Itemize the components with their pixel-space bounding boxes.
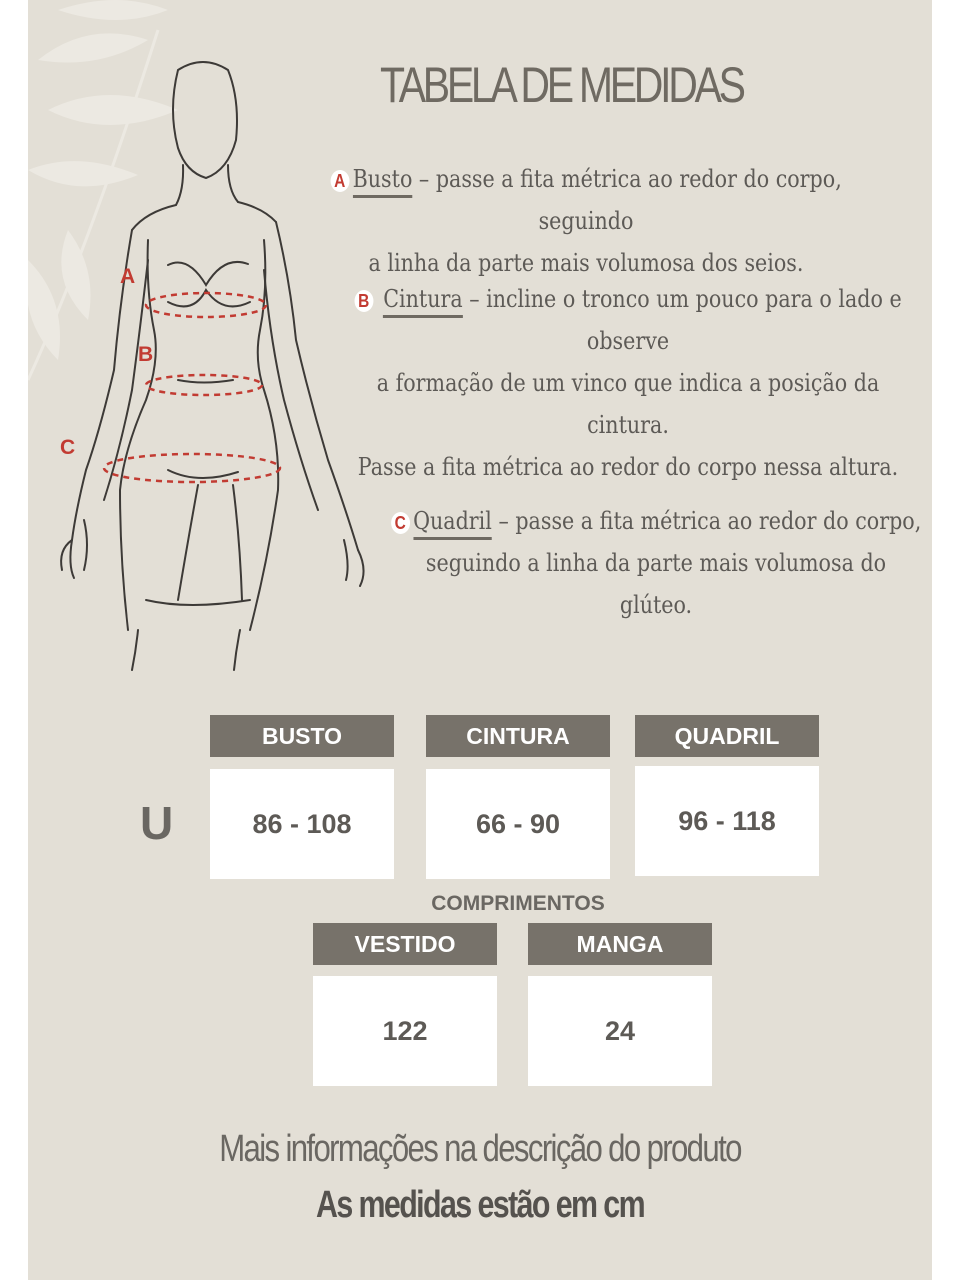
marker-a: A (330, 170, 349, 192)
value-quadril-text: 96 - 118 (678, 805, 776, 836)
quadril-text-1: – passe a fita métrica ao redor do corpo, (491, 507, 922, 535)
instruction-quadril-line1 (389, 500, 922, 542)
term-quadril: Quadril (413, 507, 492, 540)
instruction-busto (294, 158, 879, 284)
header-quadril: QUADRIL (635, 715, 819, 757)
header-vestido: VESTIDO (313, 923, 497, 965)
value-cintura (426, 769, 610, 879)
value-busto (210, 769, 394, 879)
instruction-quadril (389, 500, 922, 626)
figure-label-b: B (138, 343, 154, 366)
size-label: U (140, 797, 174, 849)
busto-text-1: – passe a fita métrica ao redor do corpo, seguindo (412, 165, 842, 235)
header-manga: MANGA (528, 923, 712, 965)
term-cintura: Cintura (383, 285, 462, 318)
value-busto-text: 86 - 108 (252, 808, 352, 839)
quadril-text-3: glúteo. (619, 591, 693, 619)
term-busto: Busto (353, 165, 413, 198)
body-sketch (28, 40, 368, 680)
instruction-cintura-line1 (337, 278, 918, 320)
value-vestido-text: 122 (382, 1015, 428, 1046)
cintura-text-3: a formação de um vinco que indica a posição da cintura. (376, 369, 880, 439)
cintura-text-4: Passe a fita métrica ao redor do corpo nessa altura. (357, 453, 899, 481)
value-quadril (635, 766, 819, 876)
instruction-busto-line1 (294, 158, 879, 242)
busto-text-2: a linha da parte mais volumosa dos seios. (368, 249, 804, 277)
value-cintura-text: 66 - 90 (475, 808, 561, 839)
header-cintura: CINTURA (426, 715, 610, 757)
marker-b: B (354, 290, 373, 312)
value-manga (528, 976, 712, 1086)
page-title: TABELA DE MEDIDAS (380, 57, 743, 113)
cintura-text-1: – incline o tronco um pouco para o lado e (462, 285, 902, 313)
instruction-cintura (337, 278, 918, 488)
marker-c: C (391, 512, 410, 534)
figure-label-a: A (120, 265, 136, 288)
figure-label-c: C (60, 436, 76, 459)
quadril-text-2: seguindo a linha da parte mais volumosa do (425, 549, 887, 577)
lengths-title: COMPRIMENTOS (431, 892, 605, 915)
header-busto: BUSTO (210, 715, 394, 757)
size-chart-card (28, 0, 932, 1280)
cintura-text-2: observe (586, 327, 670, 355)
footer-info: Mais informações na descrição do produto (219, 1128, 741, 1170)
value-manga-text: 24 (604, 1015, 636, 1046)
footer-units: As medidas estão em cm (315, 1184, 645, 1226)
value-vestido (313, 976, 497, 1086)
